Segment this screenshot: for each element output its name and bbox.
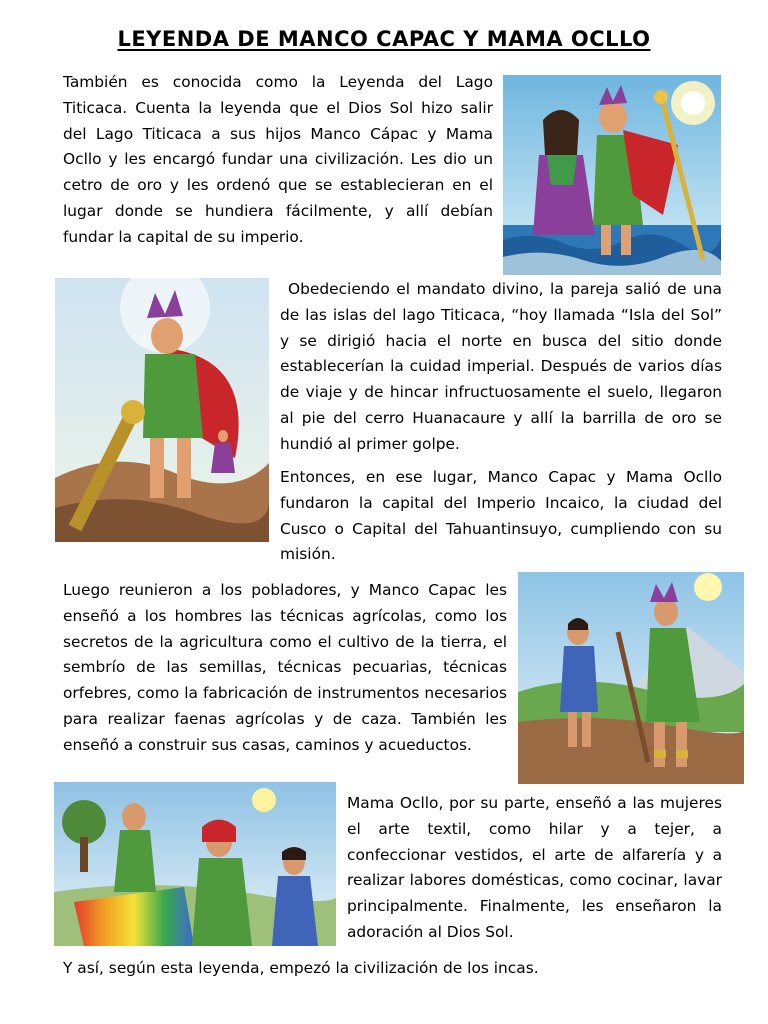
paragraph-lake-titicaca: También es conocida como la Leyenda del Lago Titicaca. Cuenta la leyenda que el Dios Sol hizo salir del Lago Titicaca a sus hijos Manco Cápac y Mama Ocllo y les encargó fundar una civilización. Les dio un cetro de oro y les ordenó que se establecieran en el lugar donde se hundiera fácilmente, y allí debían fundar la capital de su imperio. [63, 73, 493, 246]
paragraph-founding-cusco: Entonces, en ese lugar, Manco Capac y Mama Ocllo fundaron la capital del Imperio Incaico, la ciudad del Cusco o Capital del Tahuantinsuyo, cumpliendo con su misión. [280, 468, 722, 564]
illustration-teaching-weaving [54, 782, 336, 946]
paragraph-conclusion: Y así, según esta leyenda, empezó la civilización de los incas. [63, 959, 539, 977]
page-title [0, 27, 768, 51]
illustration-manco-capac-staff [55, 278, 269, 542]
page-title-text: LEYENDA DE MANCO CAPAC Y MAMA OCLLO [117, 27, 651, 51]
illustration-teaching-agriculture [518, 572, 744, 784]
paragraph-agriculture: Luego reunieron a los pobladores, y Manco Capac les enseñó a los hombres las técnicas agrícolas, como los secretos de la agricultura como el cultivo de la tierra, el sembrío de las semillas, técnicas pecuarias, técnicas orfebres, como la fabricación de instrumentos necesarios para realizar faenas agrícolas y de caza. También les enseñó a construir sus casas, caminos y acueductos. [63, 581, 507, 754]
paragraph-divine-mandate: Obedeciendo el mandato divino, la pareja salió de una de las islas del lago Titicaca, “hoy llamada “Isla del Sol” y se dirigió hacia el norte en busca del sitio donde establecerían la cuidad imperial. Después de varios días de viaje y de hincar infructuosamente el suelo, llegaron al pie del cerro Huanacaure y allí la barrilla de oro se hundió al primer golpe. [280, 280, 722, 453]
paragraph-mama-ocllo: Mama Ocllo, por su parte, enseñó a las mujeres el arte textil, como hilar y a tejer, a confeccionar vestidos, el arte de alfarería y a realizar labores domésticas, como cocinar, lavar principalmente. Finalmente, les enseñaron la adoración al Dios Sol. [347, 794, 722, 941]
illustration-couple-on-lake [503, 75, 721, 275]
